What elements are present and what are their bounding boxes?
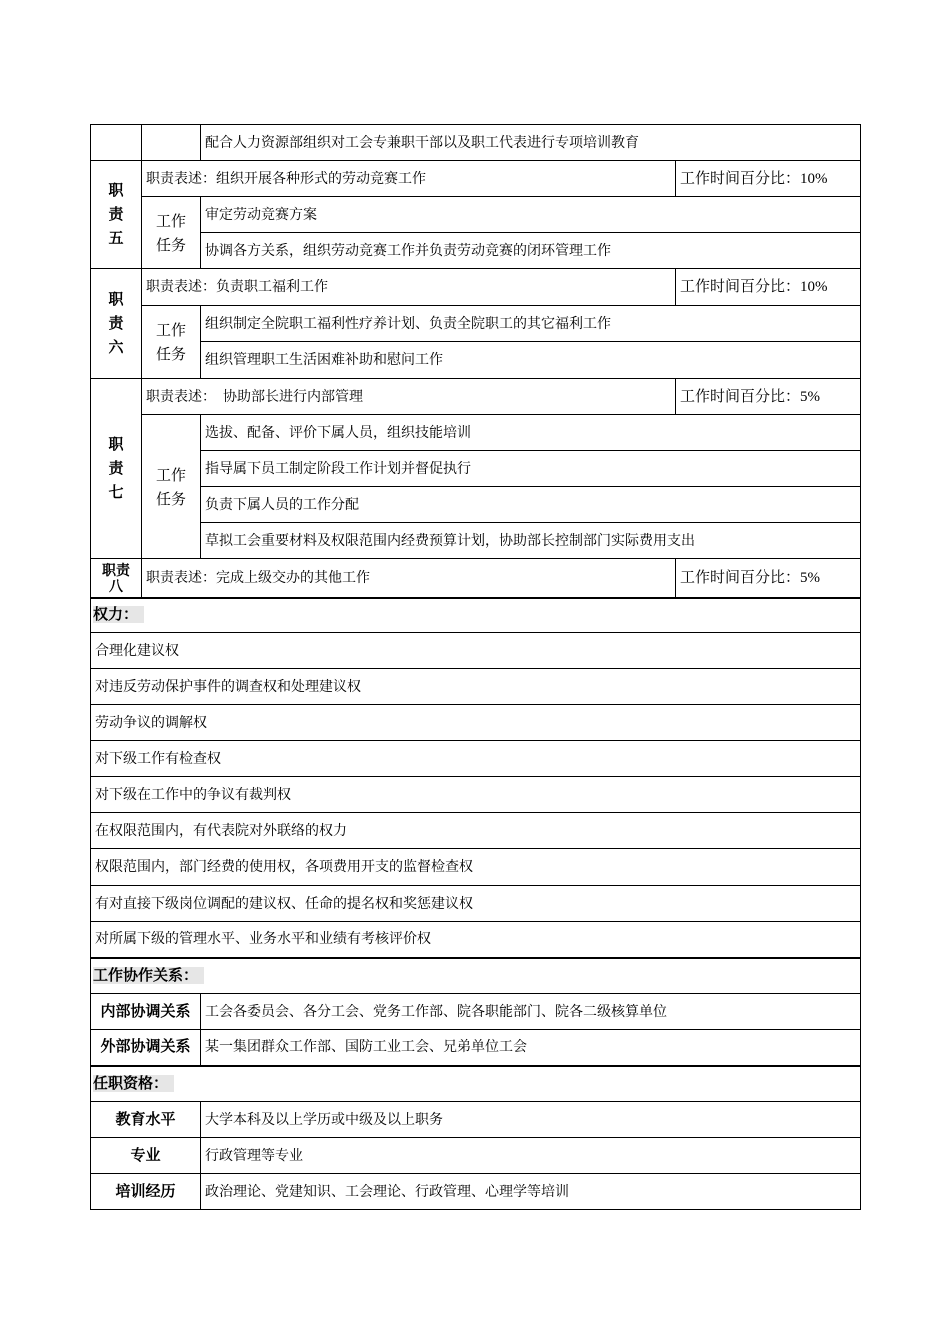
external-relations-value: 某一集团群众工作部、国防工业工会、兄弟单位工会 [201,1030,861,1066]
authority-item: 合理化建议权 [91,633,861,669]
duty-8-statement: 职责表述：完成上级交办的其他工作 [142,559,676,598]
duty-continuation-row [91,125,861,161]
authority-item: 对下级工作有检查权 [91,741,861,777]
duty-8-row [91,559,861,598]
qualifications-section-title: 任职资格： [91,1066,861,1102]
task-item: 负责下属人员的工作分配 [201,487,861,523]
external-relations-label: 外部协调关系 [91,1030,201,1066]
training-label: 培训经历 [91,1174,201,1210]
authority-item: 对下级在工作中的争议有裁判权 [91,777,861,813]
duty-6-label: 职 责 六 [91,269,142,379]
relations-section-title: 工作协作关系： [91,958,861,994]
education-label: 教育水平 [91,1102,201,1138]
task-item: 选拔、配备、评价下属人员，组织技能培训 [201,415,861,451]
duty-7-time-percent: 工作时间百分比：5% [676,379,861,415]
authority-section-title: 权力： [91,598,861,633]
duty-5-task-label: 工作 任务 [142,197,201,269]
duty-7-label: 职 责 七 [91,379,142,559]
relations-header-row [91,958,861,994]
training-value: 政治理论、党建知识、工会理论、行政管理、心理学等培训 [201,1174,861,1210]
task-item: 指导属下员工制定阶段工作计划并督促执行 [201,451,861,487]
duty-5-time-percent: 工作时间百分比：10% [676,161,861,197]
duty-6-time-percent: 工作时间百分比：10% [676,269,861,306]
task-item: 组织制定全院职工福利性疗养计划、负责全院职工的其它福利工作 [201,306,861,342]
job-description-table [90,124,861,1210]
education-row [91,1102,861,1138]
task-item: 配合人力资源部组织对工会专兼职干部以及职工代表进行专项培训教育 [201,125,861,161]
job-description-page [90,124,860,1210]
task-item: 组织管理职工生活困难补助和慰问工作 [201,342,861,379]
duty-7-task-label: 工作 任务 [142,415,201,559]
internal-relations-row [91,994,861,1030]
major-value: 行政管理等专业 [201,1138,861,1174]
authority-item: 在权限范围内，有代表院对外联络的权力 [91,813,861,849]
major-label: 专业 [91,1138,201,1174]
duty-6-task-label: 工作 任务 [142,306,201,379]
duty-5-statement: 职责表述：组织开展各种形式的劳动竞赛工作 [142,161,676,197]
internal-relations-value: 工会各委员会、各分工会、党务工作部、院各职能部门、院各二级核算单位 [201,994,861,1030]
duty-6-statement: 职责表述：负责职工福利工作 [142,269,676,306]
task-item: 草拟工会重要材料及权限范围内经费预算计划，协助部长控制部门实际费用支出 [201,523,861,559]
task-label-cell [142,125,201,161]
duty-8-label: 职责 八 [91,559,142,598]
education-value: 大学本科及以上学历或中级及以上职务 [201,1102,861,1138]
duty-7-statement-row [91,379,861,415]
authority-header-row [91,598,861,633]
duty-label-cell [91,125,142,161]
authority-item: 有对直接下级岗位调配的建议权、任命的提名权和奖惩建议权 [91,886,861,922]
authority-item: 劳动争议的调解权 [91,705,861,741]
qualifications-header-row [91,1066,861,1102]
major-row [91,1138,861,1174]
task-item: 协调各方关系，组织劳动竞赛工作并负责劳动竞赛的闭环管理工作 [201,233,861,269]
authority-item: 权限范围内，部门经费的使用权，各项费用开支的监督检查权 [91,849,861,886]
duty-6-statement-row [91,269,861,306]
duty-8-time-percent: 工作时间百分比：5% [676,559,861,598]
training-row [91,1174,861,1210]
external-relations-row [91,1030,861,1066]
duty-5-label: 职 责 五 [91,161,142,269]
internal-relations-label: 内部协调关系 [91,994,201,1030]
authority-item: 对违反劳动保护事件的调查权和处理建议权 [91,669,861,705]
task-item: 审定劳动竞赛方案 [201,197,861,233]
duty-7-statement: 职责表述： 协助部长进行内部管理 [142,379,676,415]
authority-item: 对所属下级的管理水平、业务水平和业绩有考核评价权 [91,922,861,958]
duty-5-statement-row [91,161,861,197]
